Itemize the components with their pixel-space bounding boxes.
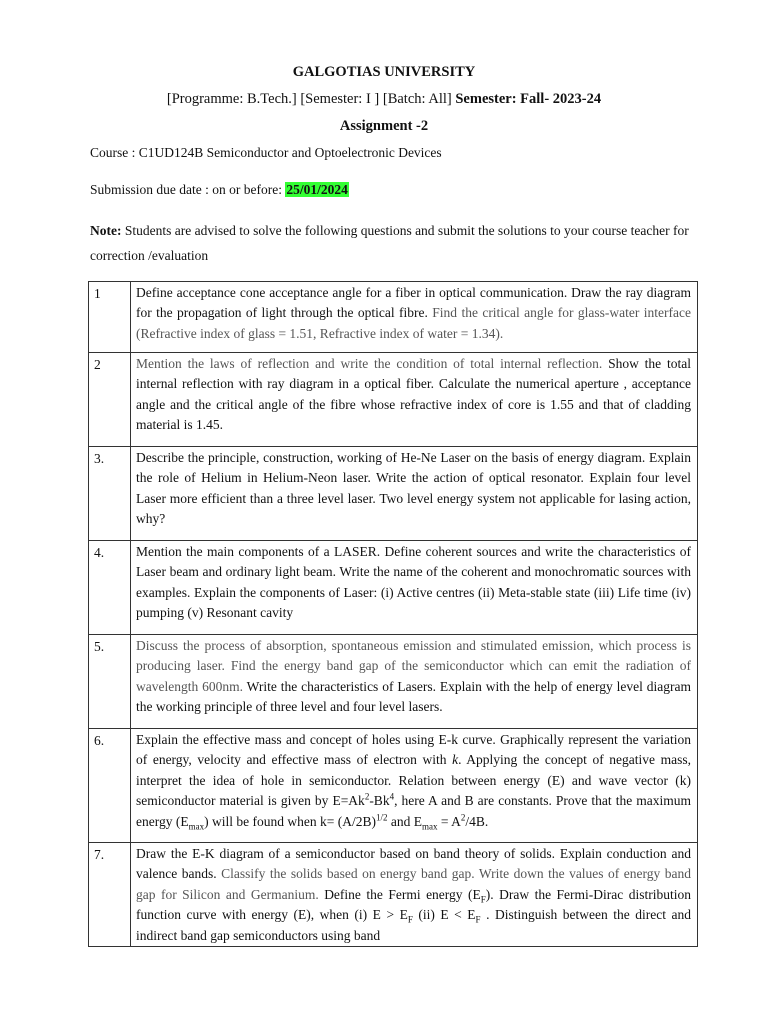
- programme-line: [0, 91, 768, 108]
- due-date: 25/01/2024: [286, 182, 348, 197]
- question-text: Mention the main components of a LASER. Define coherent sources and write the characteristics of Laser beam and ordinary light beam. Write the name of the coherent and monochromatic sources with examples. Explain the components of Laser: (i) Active centres (ii) Meta-stable state (iii) Life time (iv) pumping (v) Resonant cavity: [131, 541, 698, 635]
- university-title: GALGOTIAS UNIVERSITY: [292, 64, 476, 80]
- table-row: [89, 635, 698, 729]
- table-row: [89, 282, 698, 353]
- question-number: 1: [89, 282, 131, 353]
- table-row: [89, 729, 698, 843]
- question-text: Describe the principle, construction, working of He-Ne Laser on the basis of energy diagram. Explain the role of Helium in Helium-Neon laser. Write the action of optical resonator. Explain four level Laser more efficient than a three level laser. Two level energy system not applicable for lasing action, why?: [131, 447, 698, 541]
- question-number: 7.: [89, 843, 131, 947]
- note-label: Note:: [90, 223, 122, 238]
- semester-info: Semester: Fall- 2023-24: [455, 91, 602, 107]
- programme-info: [Programme: B.Tech.] [Semester: I ] [Batch: All]: [166, 91, 456, 107]
- question-number: 3.: [89, 447, 131, 541]
- note-text: Students are advised to solve the following questions and submit the solutions to your course teacher for correction /evaluation: [90, 223, 689, 263]
- table-row: [89, 447, 698, 541]
- table-row: [89, 541, 698, 635]
- question-number: 6.: [89, 729, 131, 843]
- note-paragraph: [90, 218, 700, 268]
- assignment-title: Assignment -2: [339, 118, 429, 134]
- question-text: Explain the effective mass and concept of holes using E-k curve. Graphically represent the variation of energy, velocity and effective mass of electron with k. Applying the concept of negative mass, interpret the idea of hole in semiconductor. Relation between energy (E) and wave vector (k) semiconductor material is given by $E=Ak^2-Bk^4$, here A and B are constants. Prove that the maximum energy $(E_{max})$ will be found when $k= (A/2B)^{1/2}$ and $E_{max} = A^2/4B$.: [131, 729, 698, 843]
- submission-line: [90, 182, 349, 198]
- question-text: Draw the E-K diagram of a semiconductor based on band theory of solids. Explain conduction and valence bands. Classify the solids based on energy band gap. Write down the values of energy band gap for Silicon and Germanium. Define the Fermi energy $(E_F)$. Draw the Fermi-Dirac distribution function curve with energy (E), when (i) $E > E_F$ (ii) $E < E_F$ . Distinguish between the direct and indirect band gap semiconductors using band: [131, 843, 698, 947]
- question-number: 5.: [89, 635, 131, 729]
- table-row: [89, 843, 698, 947]
- submission-label: Submission due date : on or before:: [90, 182, 286, 197]
- course-line: Course : C1UD124B Semiconductor and Optoelectronic Devices: [90, 145, 442, 160]
- question-number: 4.: [89, 541, 131, 635]
- question-number: 2: [89, 353, 131, 447]
- question-text: Define acceptance cone acceptance angle for a fiber in optical communication. Draw the ray diagram for the propagation of light through the optical fibre. Find the critical angle for glass-water interface (Refractive index of glass = 1.51, Refractive index of water = 1.34).: [131, 282, 698, 353]
- question-text: Mention the laws of reflection and write the condition of total internal reflection. Show the total internal reflection with ray diagram in a optical fiber. Calculate the numerical aperture , acceptance angle and the critical angle of the fibre whose refractive index of core is 1.55 and that of cladding material is 1.45.: [131, 353, 698, 447]
- questions-table: [88, 281, 698, 947]
- question-text: Discuss the process of absorption, spontaneous emission and stimulated emission, which process is producing laser. Find the energy band gap of the semiconductor which can emit the radiation of wavelength 600nm. Write the characteristics of Lasers. Explain with the help of energy level diagram the working principle of three level and four level lasers.: [131, 635, 698, 729]
- table-row: [89, 353, 698, 447]
